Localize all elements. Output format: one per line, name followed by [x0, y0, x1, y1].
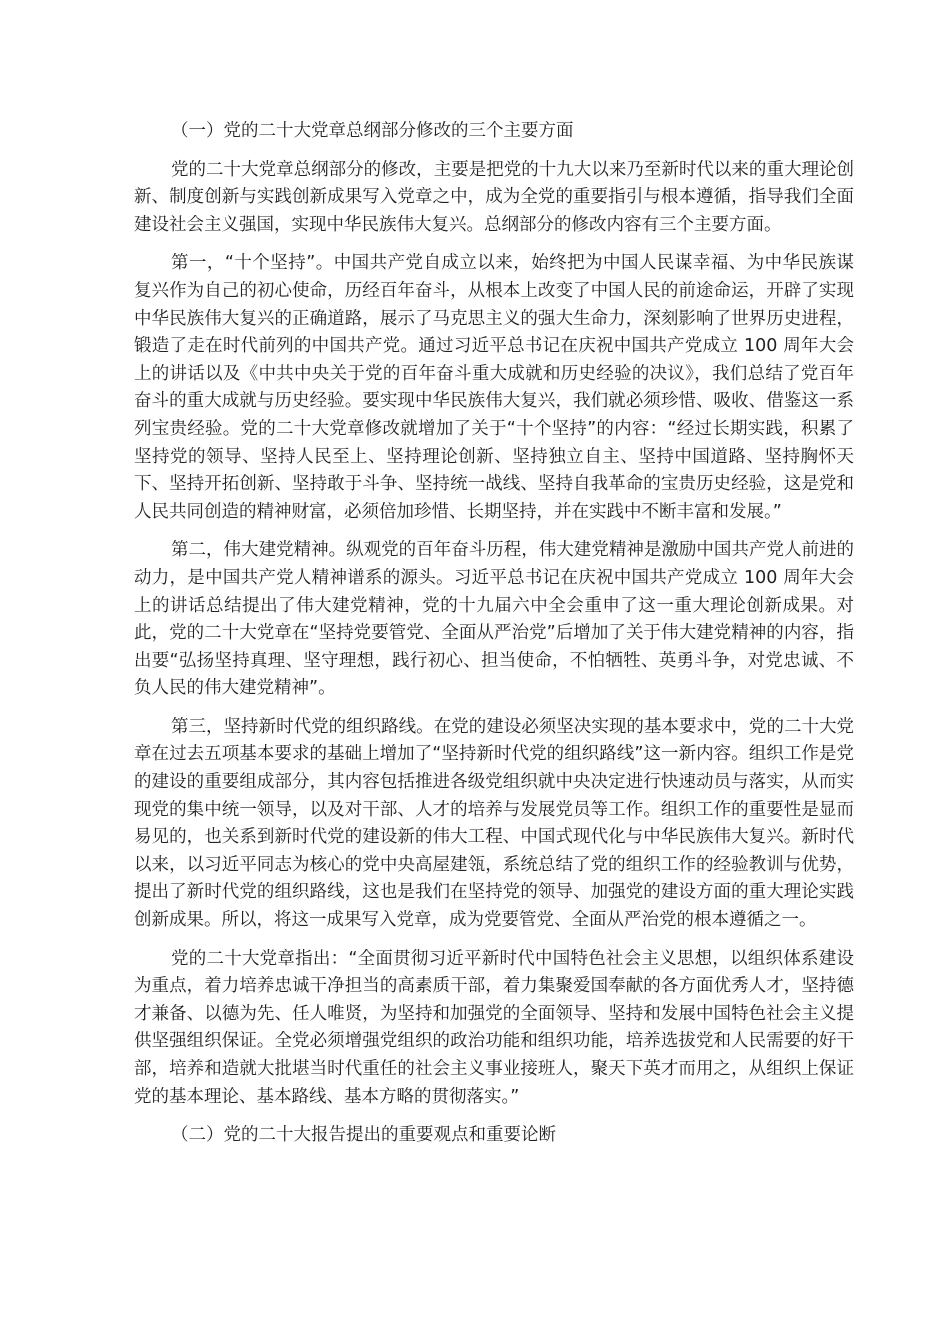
- paragraph-quotation: 党的二十大党章指出：“全面贯彻习近平新时代中国特色社会主义思想，以组织体系建设为重点，着力培养忠诚干净担当的高素质干部，着力集聚爱国奉献的各方面优秀人才，坚持德才兼备、以德为先、任人唯贤，为坚持和加强党的全面领导、坚持和发展中国特色社会主义提供坚强组织保证。全党必须增强党组织的政治功能和组织功能，培养选拔党和人民需要的好干部，培养和造就大批堪当时代重任的社会主义事业接班人，聚天下英才而用之，从组织上保证党的基本理论、基本路线、基本方略的贯彻落实。”: [134, 948, 854, 1107]
- paragraph-third-point: 第三，坚持新时代党的组织路线。在党的建设必须坚决实现的基本要求中，党的二十大党章在过去五项基本要求的基础上增加了“坚持新时代党的组织路线”这一新内容。组织工作是党的建设的重要组成部分，其内容包括推进各级党组织就中央决定进行快速动员与落实，从而实现党的集中统一领导，以及对干部、人才的培养与发展党员等工作。组织工作的重要性是显而易见的，也关系到新时代党的建设新的伟大工程、中国式现代化与中华民族伟大复兴。新时代以来，以习近平同志为核心的党中央高屋建瓴，系统总结了党的组织工作的经验教训与优势，提出了新时代党的组织路线，这也是我们在坚持党的领导、加强党的建设方面的重大理论实践创新成果。所以，将这一成果写入党章，成为党要管党、全面从严治党的根本遵循之一。: [134, 716, 854, 931]
- section-heading-2: （二）党的二十大报告提出的重要观点和重要论断: [171, 1125, 556, 1146]
- paragraph-intro: 党的二十大党章总纲部分的修改，主要是把党的十九大以来乃至新时代以来的重大理论创新、制度创新与实践创新成果写入党章之中，成为全党的重要指引与根本遵循，指导我们全面建设社会主义强国，实现中华民族伟大复兴。总纲部分的修改内容有三个主要方面。: [134, 159, 854, 235]
- document-body: [134, 118, 854, 1161]
- paragraph-second-point: 第二，伟大建党精神。纵观党的百年奋斗历程，伟大建党精神是激励中国共产党人前进的动力，是中国共产党人精神谱系的源头。习近平总书记在庆祝中国共产党成立 100 周年大会上的讲话总结提出了伟大建党精神，党的十九届六中全会重申了这一重大理论创新成果。对此，党的二十大党章在“坚持党要管党、全面从严治党”后增加了关于伟大建党精神的内容，指出要“弘扬坚持真理、坚守理想，践行初心、担当使命，不怕牺牲、英勇斗争，对党忠诚、不负人民的伟大建党精神”。: [134, 540, 854, 699]
- section-heading-1: （一）党的二十大党章总纲部分修改的三个主要方面: [171, 121, 574, 141]
- paragraph-first-point: 第一，“十个坚持”。中国共产党自成立以来，始终把为中国人民谋幸福、为中华民族谋复兴作为自己的初心使命，历经百年奋斗，从根本上改变了中国人民的前途命运，开辟了实现中华民族伟大复兴的正确道路，展示了马克思主义的强大生命力，深刻影响了世界历史进程，锻造了走在时代前列的中国共产党。通过习近平总书记在庆祝中国共产党成立 100 周年大会上的讲话以及《中共中央关于党的百年奋斗重大成就和历史经验的决议》，我们总结了党百年奋斗的重大成就与历史经验。要实现中华民族伟大复兴，我们就必须珍惜、吸收、借鉴这一系列宝贵经验。党的二十大党章修改就增加了关于“十个坚持”的内容：“经过长期实践，积累了坚持党的领导、坚持人民至上、坚持理论创新、坚持独立自主、坚持中国道路、坚持胸怀天下、坚持开拓创新、坚持敢于斗争、坚持统一战线、坚持自我革命的宝贵历史经验，这是党和人民共同创造的精神财富，必须倍加珍惜、长期坚持，并在实践中不断丰富和发展。”: [134, 253, 854, 522]
